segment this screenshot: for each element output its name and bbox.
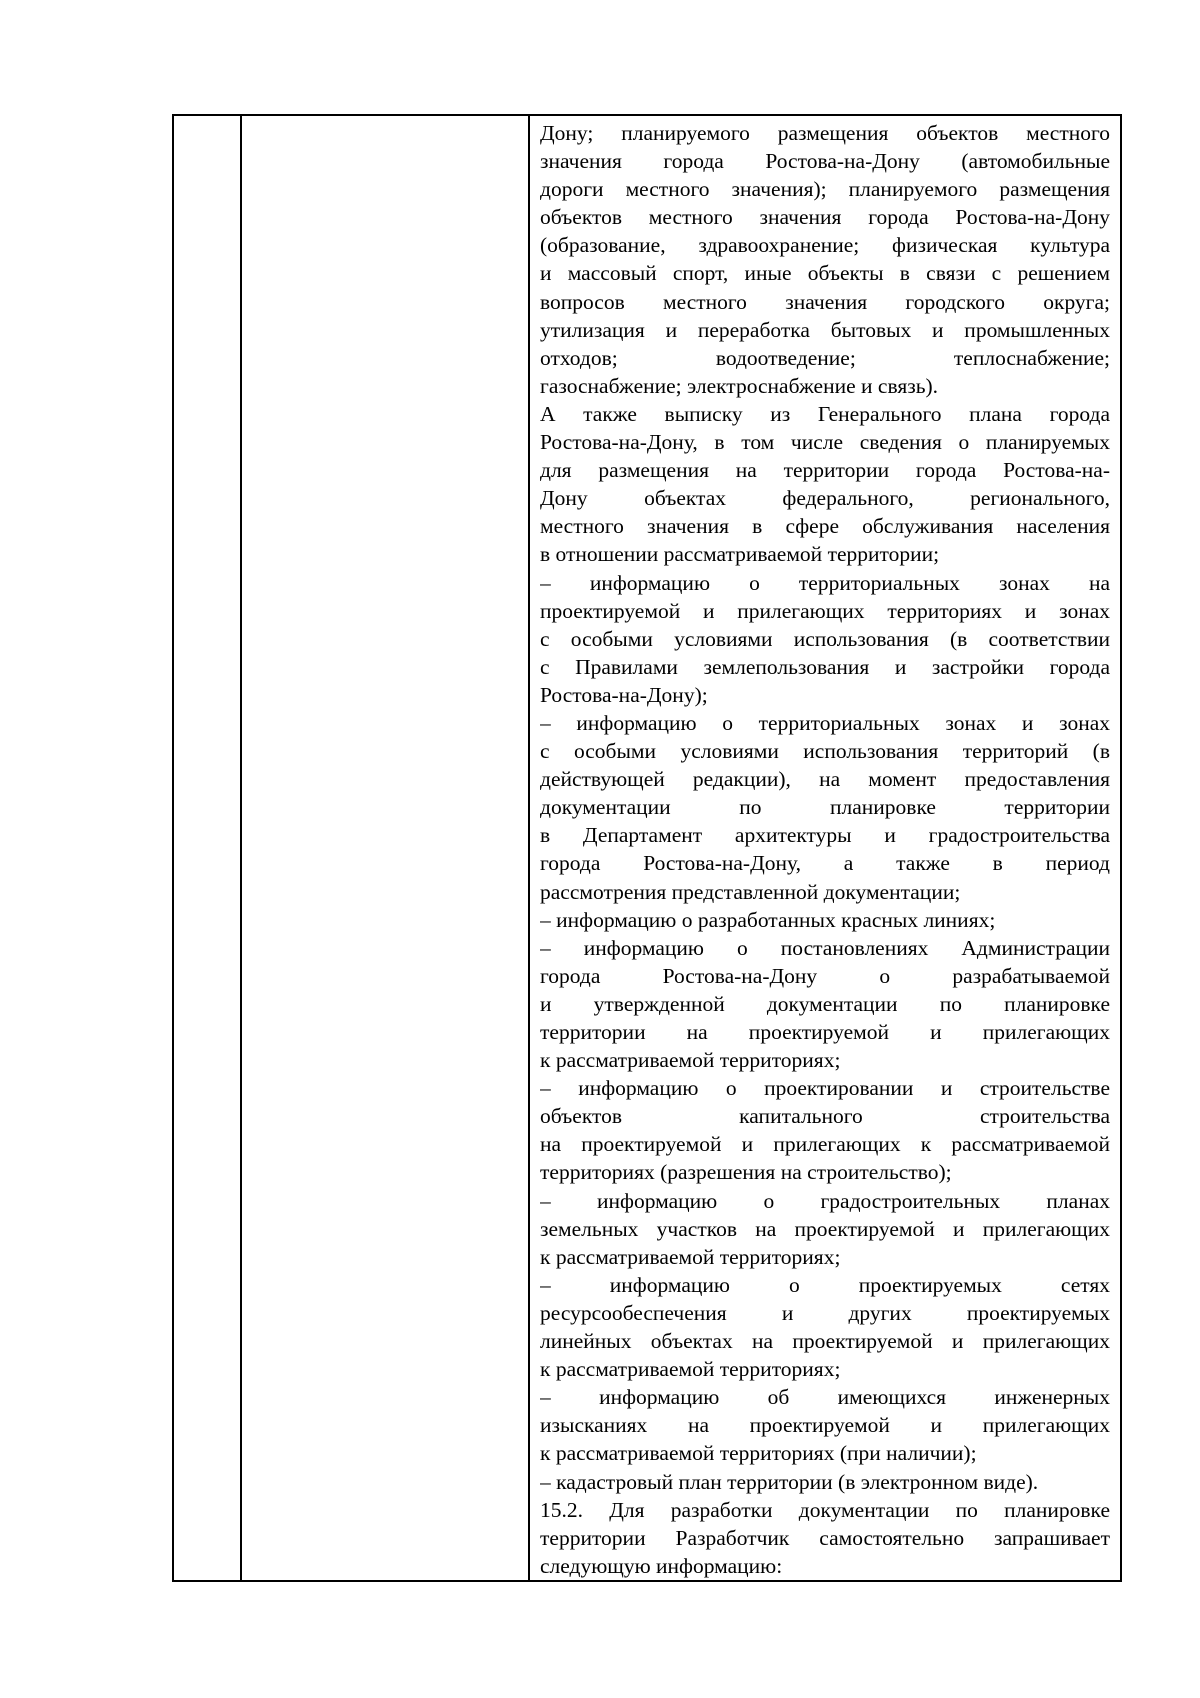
text-line: газоснабжение; электроснабжение и связь).: [540, 373, 939, 398]
text-line: ресурсообеспечения и других проектируемых: [540, 1300, 1110, 1325]
text-line: территории Разработчик самостоятельно запрашивает: [540, 1525, 1110, 1550]
text-line: линейных объектах на проектируемой и прилегающих: [540, 1329, 1110, 1354]
text-line: 15.2. Для разработки документации по планировке: [540, 1497, 1110, 1522]
text-line: – информацию о проектируемых сетях: [540, 1272, 1110, 1297]
text-line: земельных участков на проектируемой и прилегающих: [540, 1216, 1110, 1241]
text-line: – информацию о градостроительных планах: [540, 1188, 1110, 1213]
text-line: местного значения в сфере обслуживания населения: [540, 514, 1110, 539]
text-line: А также выписку из Генерального плана города: [540, 401, 1110, 426]
table-cell-content: [530, 116, 1120, 1580]
text-line: территории на проектируемой и прилегающих: [540, 1020, 1110, 1044]
table-cell-title: [242, 116, 530, 1580]
text-line: Дону объектах федерального, регионального,: [540, 486, 1110, 511]
document-table: [172, 114, 1122, 1582]
text-line: действующей редакции), на момент предоставления: [540, 767, 1110, 792]
text-line: значения города Ростова-на-Дону (автомобильные: [540, 149, 1110, 174]
text-line: Ростова-на-Дону);: [540, 682, 708, 707]
text-line: с Правилами землепользования и застройки города: [540, 654, 1110, 679]
text-line: на проектируемой и прилегающих к рассматриваемой: [540, 1132, 1110, 1157]
text-line: документации по планировке территории: [540, 795, 1110, 820]
text-line: в Департамент архитектуры и градостроительства: [540, 823, 1110, 848]
text-line: Дону; планируемого размещения объектов местного: [540, 121, 1110, 145]
text-line: с особыми условиями использования территорий (в: [540, 739, 1110, 764]
text-line: отходов; водоотведение; теплоснабжение;: [540, 345, 1110, 370]
text-line: дороги местного значения); планируемого размещения: [540, 177, 1110, 202]
text-line: изысканиях на проектируемой и прилегающих: [540, 1413, 1110, 1438]
text-line: (образование, здравоохранение; физическая культура: [540, 233, 1110, 258]
text-line: следующую информацию:: [540, 1553, 783, 1578]
text-line: к рассматриваемой территориях;: [540, 1244, 841, 1269]
text-line: – кадастровый план территории (в электронном виде).: [540, 1469, 1039, 1494]
text-line: для размещения на территории города Ростова-на-: [540, 458, 1110, 483]
text-line: с особыми условиями использования (в соответствии: [540, 626, 1110, 651]
text-line: – информацию об имеющихся инженерных: [540, 1385, 1110, 1410]
text-line: – информацию о проектировании и строительстве: [540, 1076, 1110, 1101]
text-line: объектов местного значения города Ростова-на-Дону: [540, 205, 1110, 230]
text-line: города Ростова-на-Дону о разрабатываемой: [540, 963, 1110, 988]
text-line: вопросов местного значения городского округа;: [540, 289, 1110, 314]
table-cell-number: [174, 116, 242, 1580]
text-line: и массовый спорт, иные объекты в связи с решением: [540, 261, 1110, 286]
text-line: – информацию о разработанных красных линиях;: [540, 907, 996, 932]
text-line: – информацию о территориальных зонах на: [540, 570, 1110, 595]
text-line: Ростова-на-Дону, в том числе сведения о планируемых: [540, 430, 1110, 455]
text-line: и утвержденной документации по планировке: [540, 991, 1110, 1016]
text-line: территориях (разрешения на строительство);: [540, 1160, 952, 1185]
text-line: объектов капитального строительства: [540, 1104, 1110, 1129]
text-line: в отношении рассматриваемой территории;: [540, 542, 940, 567]
text-line: рассмотрения представленной документации;: [540, 879, 961, 904]
text-line: утилизация и переработка бытовых и промышленных: [540, 317, 1110, 342]
text-line: к рассматриваемой территориях;: [540, 1048, 841, 1073]
text-line: – информацию о территориальных зонах и зонах: [540, 710, 1110, 735]
text-line: к рассматриваемой территориях;: [540, 1357, 841, 1382]
text-line: проектируемой и прилегающих территориях и зонах: [540, 598, 1110, 623]
text-line: города Ростова-на-Дону, а также в период: [540, 851, 1110, 876]
text-line: к рассматриваемой территориях (при наличии);: [540, 1441, 977, 1466]
text-line: – информацию о постановлениях Администрации: [540, 935, 1110, 960]
